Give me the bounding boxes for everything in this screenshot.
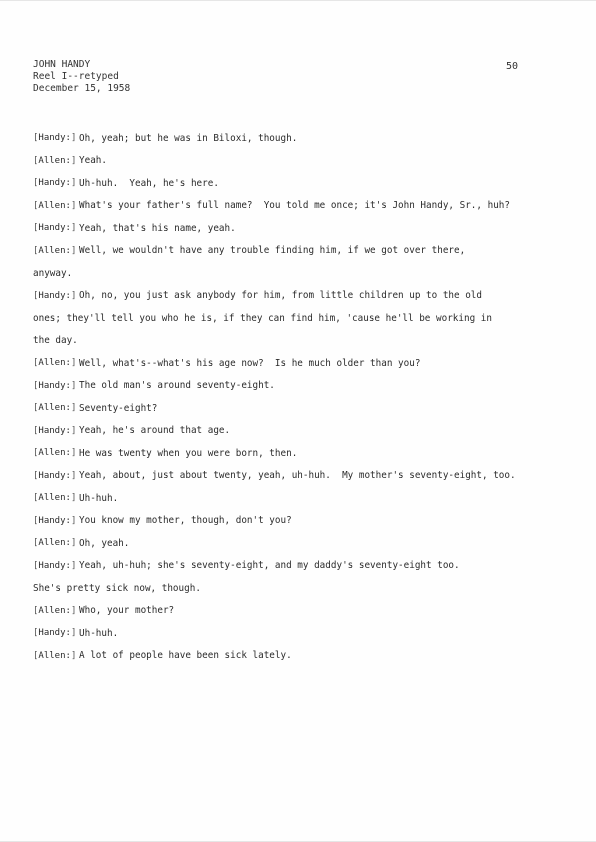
- transcript-line: [33, 330, 573, 353]
- utterance-text: What's your father's full name? You told me once; it's John Handy, Sr., huh?: [79, 200, 510, 212]
- utterance-text: ones; they'll tell you who he is, if they can find him, 'cause he'll be working in: [33, 312, 492, 324]
- speaker-label: [Allen:]: [33, 200, 77, 211]
- transcript-line: [33, 555, 573, 578]
- transcript-line: [33, 285, 573, 308]
- utterance-text: Yeah.: [79, 155, 107, 167]
- utterance-text: Yeah, he's around that age.: [79, 425, 231, 437]
- utterance-text: You know my mother, though, don't you?: [79, 515, 292, 527]
- speaker-label: [Allen:]: [33, 358, 77, 369]
- transcript-line: [33, 465, 573, 488]
- utterance-text: Seventy-eight?: [79, 402, 158, 414]
- speaker-label: [Allen:]: [33, 493, 77, 504]
- utterance-text: Yeah, uh-huh; she's seventy-eight, and my daddy's seventy-eight too.: [79, 560, 460, 572]
- speaker-label: [Allen:]: [33, 245, 77, 256]
- utterance-text: Yeah, that's his name, yeah.: [79, 222, 236, 234]
- speaker-label: [Handy:]: [33, 515, 77, 526]
- transcript-line: [33, 487, 573, 510]
- utterance-text: He was twenty when you were born, then.: [79, 447, 298, 459]
- transcript-line: [33, 217, 573, 240]
- interviewee-name: JOHN HANDY: [33, 59, 91, 70]
- transcript-line: [33, 375, 573, 398]
- transcript-line: [33, 240, 573, 263]
- page-number: 50: [506, 61, 519, 72]
- utterance-text: Yeah, about, just about twenty, yeah, uh-huh. My mother's seventy-eight, too.: [79, 470, 516, 482]
- reel-label: Reel I--retyped: [33, 71, 119, 82]
- utterance-text: the day.: [33, 335, 78, 347]
- transcript-line: [33, 510, 573, 533]
- speaker-label: [Allen:]: [33, 538, 77, 549]
- transcript-body: [33, 127, 573, 667]
- transcript-line: [33, 397, 573, 420]
- transcript-line: [33, 622, 573, 645]
- utterance-text: Oh, yeah.: [79, 537, 130, 549]
- utterance-text: Uh-huh.: [79, 492, 119, 504]
- speaker-label: [Allen:]: [33, 448, 77, 459]
- transcript-line: [33, 195, 573, 218]
- speaker-label: [Handy:]: [33, 290, 77, 301]
- utterance-text: Well, what's--what's his age now? Is he much older than you?: [79, 357, 421, 369]
- transcript-line: [33, 352, 573, 375]
- transcript-line: [33, 442, 573, 465]
- utterance-text: anyway.: [33, 267, 73, 279]
- transcript-line: [33, 307, 573, 330]
- transcript-line: [33, 172, 573, 195]
- speaker-label: [Handy:]: [33, 560, 77, 571]
- speaker-label: [Handy:]: [33, 223, 77, 234]
- utterance-text: A lot of people have been sick lately.: [79, 650, 292, 662]
- transcript-line: [33, 150, 573, 173]
- speaker-label: [Allen:]: [33, 155, 77, 166]
- utterance-text: She's pretty sick now, though.: [33, 582, 201, 594]
- transcript-line: [33, 600, 573, 623]
- utterance-text: Uh-huh.: [79, 627, 119, 639]
- utterance-text: Oh, no, you just ask anybody for him, from little children up to the old: [79, 290, 482, 302]
- transcript-line: [33, 127, 573, 150]
- speaker-label: [Allen:]: [33, 403, 77, 414]
- utterance-text: Uh-huh. Yeah, he's here.: [79, 177, 219, 189]
- speaker-label: [Handy:]: [33, 133, 77, 144]
- transcript-line: [33, 420, 573, 443]
- interview-date: December 15, 1958: [33, 83, 131, 94]
- utterance-text: Well, we wouldn't have any trouble finding him, if we got over there,: [79, 245, 466, 257]
- transcript-line: [33, 532, 573, 555]
- speaker-label: [Handy:]: [33, 380, 77, 391]
- speaker-label: [Handy:]: [33, 470, 77, 481]
- page-header: [33, 59, 130, 95]
- transcript-line: [33, 577, 573, 600]
- speaker-label: [Handy:]: [33, 628, 77, 639]
- utterance-text: Oh, yeah; but he was in Biloxi, though.: [79, 132, 298, 144]
- speaker-label: [Allen:]: [33, 650, 77, 661]
- speaker-label: [Handy:]: [33, 178, 77, 189]
- utterance-text: The old man's around seventy-eight.: [79, 380, 275, 392]
- speaker-label: [Handy:]: [33, 425, 77, 436]
- transcript-line: [33, 645, 573, 668]
- utterance-text: Who, your mother?: [79, 605, 175, 617]
- speaker-label: [Allen:]: [33, 605, 77, 616]
- transcript-line: [33, 262, 573, 285]
